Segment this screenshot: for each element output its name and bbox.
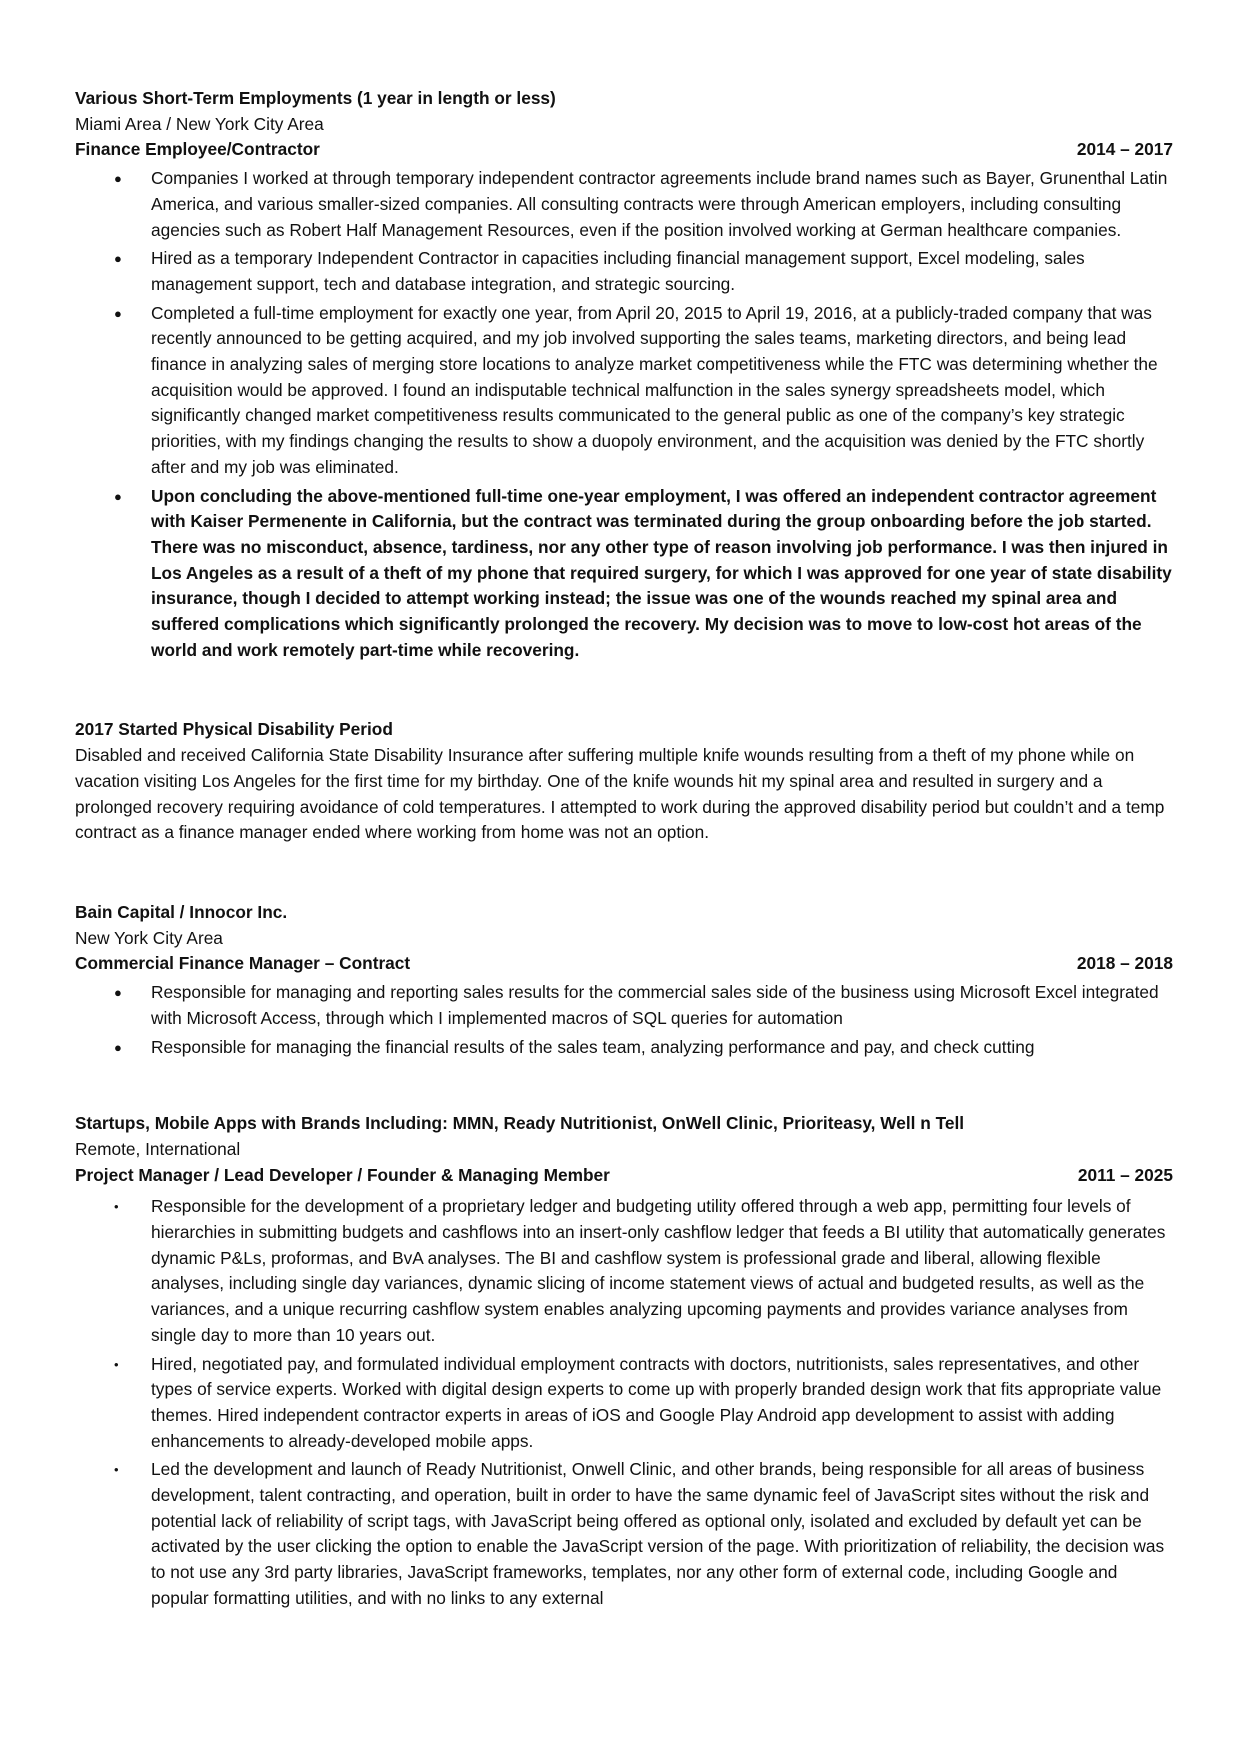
bullet-text: Companies I worked at through temporary independent contractor agreements include brand names such as Bayer, Grunenthal Latin America, and various smaller-sized companies. All consulting contracts were through American employers, including consulting agencies such as Robert Half Management Resources, even if the position involved working at German healthcare companies. [151,168,1168,240]
bullet-icon: ● [114,488,122,504]
section-short-term-employments [75,86,1173,663]
section-title: Startups, Mobile Apps with Brands Including: MMN, Ready Nutritionist, OnWell Clinic, Prioriteasy, Well n Tell [75,1113,965,1134]
role-dates: 2018 – 2018 [1076,953,1173,974]
role-dates: 2011 – 2025 [1077,1164,1173,1185]
bullet-list [75,980,1173,1060]
bullet-text: Completed a full-time employment for exactly one year, from April 20, 2015 to April 19, 2016, at a publicly-traded company that was recently announced to be getting acquired, and my job involved supporting the sales teams, marketing directors, and being lead finance in analyzing sales of merging store locations to analyze market competitiveness while the FTC was determining whether the acquisition would be approved. I found an indisputable technical malfunction in the sales synergy spreadsheets model, which significantly changed market competitiveness results communicated to the general public as one of the company’s key strategic priorities, with my findings changing the results to show a duopoly environment, and the acquisition was denied by the FTC shortly after and my job was eliminated. [151,302,1158,477]
bullet-item [75,484,1173,664]
bullet-icon: ● [114,251,122,267]
section-title: Bain Capital / Innocor Inc. [75,901,288,922]
section-title: Various Short-Term Employments (1 year in length or less) [75,88,556,108]
bullet-icon: ● [114,985,122,1001]
role-title: Finance Employee/Contractor [75,139,320,160]
bullet-icon: • [114,1199,119,1215]
bullet-item [75,980,1173,1031]
role-row [75,137,1173,163]
bullet-text: Responsible for managing and reporting sales results for the commercial sales side of the business using Microsoft Excel integrated with Microsoft Access, through which I implemented macros of SQL queries for automation [151,982,1159,1028]
section-bain-capital [75,900,1173,1060]
role-row [75,1163,1173,1189]
bullet-text: Hired as a temporary Independent Contractor in capacities including financial management support, Excel modeling, sales management support, tech and database integration, and strategic sourcing. [151,248,1085,294]
role-dates: 2014 – 2017 [1076,139,1173,160]
bullet-item [75,1194,1173,1348]
bullet-list [75,166,1173,663]
role-title: Project Manager / Lead Developer / Founder & Managing Member [75,1164,610,1185]
bullet-item [75,1352,1173,1455]
section-title: 2017 Started Physical Disability Period [75,719,393,740]
resume-page [75,86,1173,1612]
bullet-item [75,166,1173,243]
bullet-icon: • [114,1356,119,1372]
role-title: Commercial Finance Manager – Contract [75,953,411,974]
bullet-icon: ● [114,305,122,321]
bullet-item [75,301,1173,481]
bullet-item [75,246,1173,297]
section-paragraph: Disabled and received California State Disability Insurance after suffering multiple knife wounds resulting from a theft of my phone while on vacation visiting Los Angeles for the first time for my birthday. One of the knife wounds hit my spinal area and resulted in surgery and a prolonged recovery requiring avoidance of cold temperatures. I attempted to work during the approved disability period but couldn’t and a temp contract as a finance manager ended where working from home was not an option. [75,745,1165,843]
section-startups [75,1111,1173,1611]
bullet-item [75,1035,1173,1061]
bullet-item [75,1457,1173,1611]
bullet-icon: ● [114,1039,122,1055]
bullet-text: Responsible for managing the financial results of the sales team, analyzing performance and pay, and check cutting [151,1036,1035,1057]
bullet-icon: ● [114,171,122,187]
bullet-text: Responsible for the development of a proprietary ledger and budgeting utility offered through a web app, permitting four levels of hierarchies in submitting budgets and cashflows into an insert-only cashflow ledger that feeds a BI utility that automatically generates dynamic P&Ls, proformas, and BvA analyses. The BI and cashflow system is professional grade and liberal, allowing flexible analyses, including single day variances, dynamic slicing of income statement views of actual and budgeted results, as well as the variances, and a unique recurring cashflow system enables analyzing upcoming payments and provides variance analyses from single day to more than 10 years out. [151,1196,1166,1345]
role-row [75,951,1173,977]
bullet-list [75,1194,1173,1611]
section-spacer [75,1060,1173,1111]
section-spacer [75,663,1173,717]
section-location: New York City Area [75,927,223,948]
section-disability-period [75,717,1173,846]
bullet-text: Led the development and launch of Ready Nutritionist, Onwell Clinic, and other brands, being responsible for all areas of business development, talent contracting, and operation, built in order to have the same dynamic feel of JavaScript sites without the risk and potential lack of reliability of script tags, with JavaScript being offered as optional only, isolated and excluded by default yet can be activated by the user clicking the option to enable the JavaScript version of the page. With prioritization of reliability, the decision was to not use any 3rd party libraries, JavaScript frameworks, templates, nor any other form of external code, including Google and popular formatting utilities, and with no links to any external [151,1459,1165,1608]
bullet-icon: • [114,1462,119,1478]
bullet-text: Upon concluding the above-mentioned full-time one-year employment, I was offered an independent contractor agreement with Kaiser Permenente in California, but the contract was terminated during the group onboarding before the job started. There was no misconduct, absence, tardiness, nor any other type of reason involving job performance. I was then injured in Los Angeles as a result of a theft of my phone that required surgery, for which I was approved for one year of state disability insurance, though I decided to attempt working instead; the issue was one of the wounds reached my spinal area and suffered complications which significantly prolonged the recovery. My decision was to move to low-cost hot areas of the world and work remotely part-time while recovering. [151,485,1172,660]
section-spacer [75,846,1173,900]
section-location: Remote, International [75,1138,241,1159]
bullet-text: Hired, negotiated pay, and formulated individual employment contracts with doctors, nutritionists, sales representatives, and other types of service experts. Worked with digital design experts to come up with properly branded design work that fits appropriate value themes. Hired independent contractor experts in areas of iOS and Google Play Android app development to assist with adding enhancements to already-developed mobile apps. [151,1353,1162,1451]
section-location: Miami Area / New York City Area [75,113,324,134]
